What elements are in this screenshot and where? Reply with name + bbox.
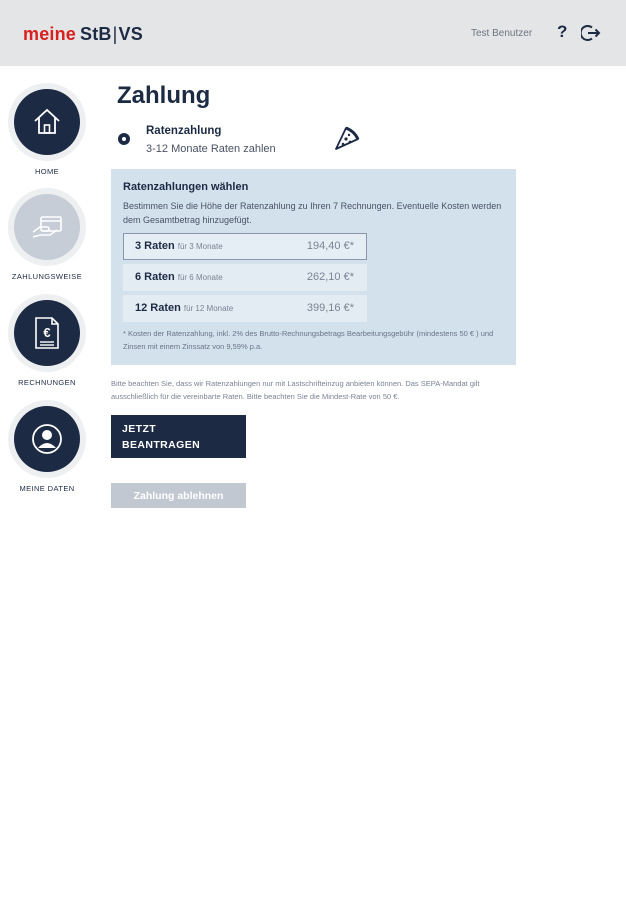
rate-duration: für 3 Monate — [177, 242, 223, 251]
sidebar-item-label: ZAHLUNGSWEISE — [11, 272, 83, 281]
ratenzahlung-radio[interactable] — [118, 133, 130, 145]
sidebar-item-rechnungen[interactable] — [8, 294, 86, 387]
installment-panel — [111, 169, 516, 365]
sidebar-item-label: RECHNUNGEN — [18, 378, 76, 387]
rate-amount: 399,16 €* — [306, 302, 354, 314]
apply-now-button[interactable] — [111, 415, 246, 458]
rate-option-12[interactable] — [123, 295, 367, 322]
logo-part-stb: StB — [80, 24, 112, 44]
apply-button-line2: BEANTRAGEN — [122, 438, 201, 451]
pizza-slice-icon — [332, 125, 360, 153]
sidebar-item-zahlungsweise[interactable] — [8, 188, 86, 281]
user-icon — [31, 423, 63, 455]
top-header — [0, 0, 626, 66]
app-logo[interactable]: meine StB|VS — [23, 24, 143, 44]
help-icon[interactable]: ? — [557, 22, 568, 41]
option-subtitle: 3-12 Monate Raten zahlen — [146, 143, 276, 155]
rate-duration: für 12 Monate — [183, 304, 234, 313]
rate-amount: 194,40 €* — [306, 240, 354, 252]
page-title: Zahlung — [117, 82, 211, 109]
cost-footnote: * Kosten der Ratenzahlung, inkl. 2% des Brutto-Rechnungsbetrags Bearbeitungsgebühr (mindestens 50 € ) und Zinsen mit einem Zinssatz von 9,59% p.a. — [123, 329, 494, 351]
panel-description: Bestimmen Sie die Höhe der Ratenzahlung zu Ihren 7 Rechnungen. Eventuelle Kosten werden dem Gesamtbetrag hinzugefügt. — [123, 201, 502, 225]
rate-duration: für 6 Monate — [177, 273, 223, 282]
apply-button-line1: JETZT — [122, 422, 157, 435]
option-title[interactable]: Ratenzahlung — [146, 125, 222, 137]
sidebar-item-label: MEINE DATEN — [19, 484, 75, 493]
rate-name: 6 Raten — [135, 271, 175, 283]
decline-payment-button[interactable]: Zahlung ablehnen — [111, 483, 246, 508]
svg-text:€: € — [43, 325, 51, 340]
panel-title: Ratenzahlungen wählen — [123, 181, 249, 193]
rate-option-3[interactable] — [123, 233, 367, 260]
sidebar-item-meine-daten[interactable] — [8, 400, 86, 493]
user-name[interactable]: Test Benutzer — [471, 28, 533, 39]
logo-part-meine: meine — [23, 24, 77, 44]
logout-icon[interactable] — [581, 24, 601, 42]
home-icon — [32, 107, 62, 137]
rate-name: 12 Raten — [135, 302, 181, 314]
sepa-info-text: Bitte beachten Sie, dass wir Ratenzahlungen nur mit Lastschrifteinzug anbieten können. Das SEPA-Mandat gilt ausschließlich für die vereinbarte Raten. Bitte beachten Sie die Mindest-Rate von 50 €. — [111, 379, 480, 401]
logo-part-vs: VS — [118, 24, 143, 44]
rate-option-6[interactable] — [123, 264, 367, 291]
rate-amount: 262,10 €* — [306, 271, 354, 283]
rate-name: 3 Raten — [135, 240, 175, 252]
invoice-euro-icon — [33, 316, 61, 350]
sidebar-item-label: HOME — [34, 167, 60, 176]
payment-icon — [30, 212, 64, 242]
sidebar-item-home[interactable] — [8, 83, 86, 176]
